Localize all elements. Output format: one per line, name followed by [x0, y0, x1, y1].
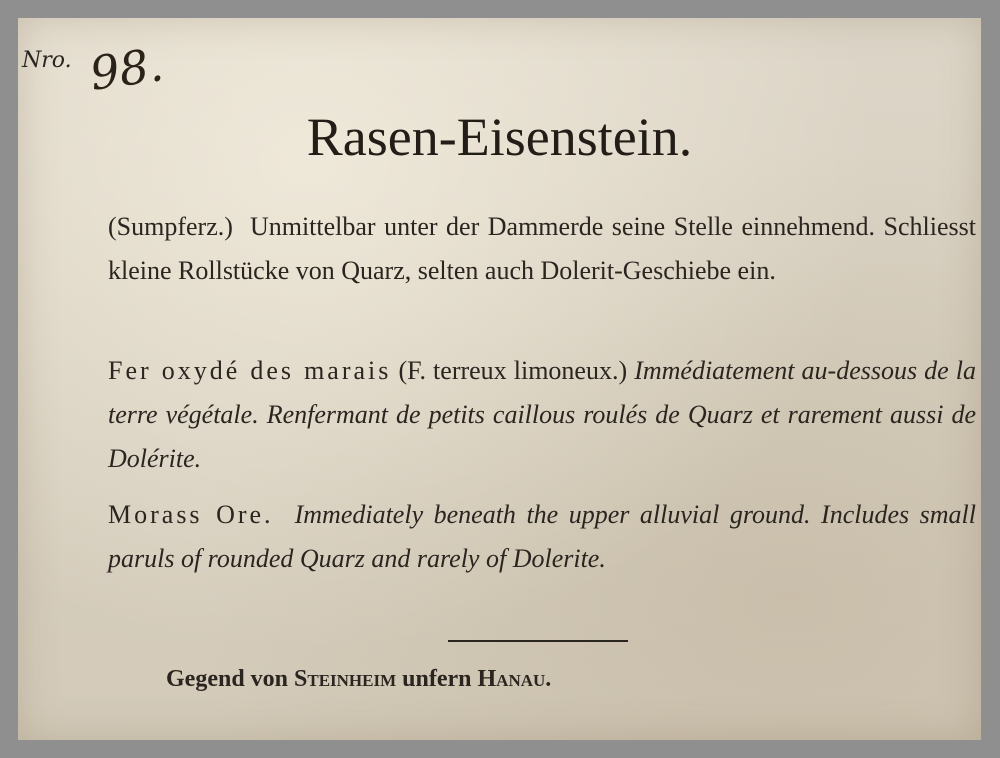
english-description [108, 493, 976, 581]
divider-rule [448, 640, 628, 642]
specimen-label [18, 18, 981, 740]
german-text: Unmittelbar unter der Dammerde seine Stelle einnehmend. Schliesst kleine Rollstücke von Quarz, selten auch Dolerit-Geschiebe ein. [108, 212, 977, 285]
french-sub: (F. terreux limoneux.) [398, 356, 628, 385]
locality-line [166, 666, 551, 693]
english-text: Immediately beneath the upper alluvial ground. Includes small paruls of rounded Quarz and rarely of Dolerite. [108, 500, 976, 573]
french-lead: Fer oxydé des marais [108, 356, 392, 385]
number-prefix-text: Nro. [22, 48, 72, 73]
locality-prefix: Gegend von [166, 666, 289, 692]
french-description [108, 349, 976, 481]
locality-region: Hanau. [477, 666, 552, 692]
english-lead: Morass Ore. [108, 500, 274, 529]
handwritten-number: 98. [86, 37, 167, 101]
label-title: Rasen-Eisenstein. [306, 107, 693, 167]
locality-middle: unfern [402, 666, 472, 692]
locality-place: Steinheim [294, 666, 397, 692]
french-text: Immédiatement au-dessous de la terre végétale. Renfermant de petits caillous roulés de Quarz et rarement aussi de Dolérite. [108, 356, 977, 473]
number-prefix [22, 48, 72, 73]
german-lead: (Sumpferz.) [108, 212, 233, 241]
german-description [108, 205, 976, 293]
